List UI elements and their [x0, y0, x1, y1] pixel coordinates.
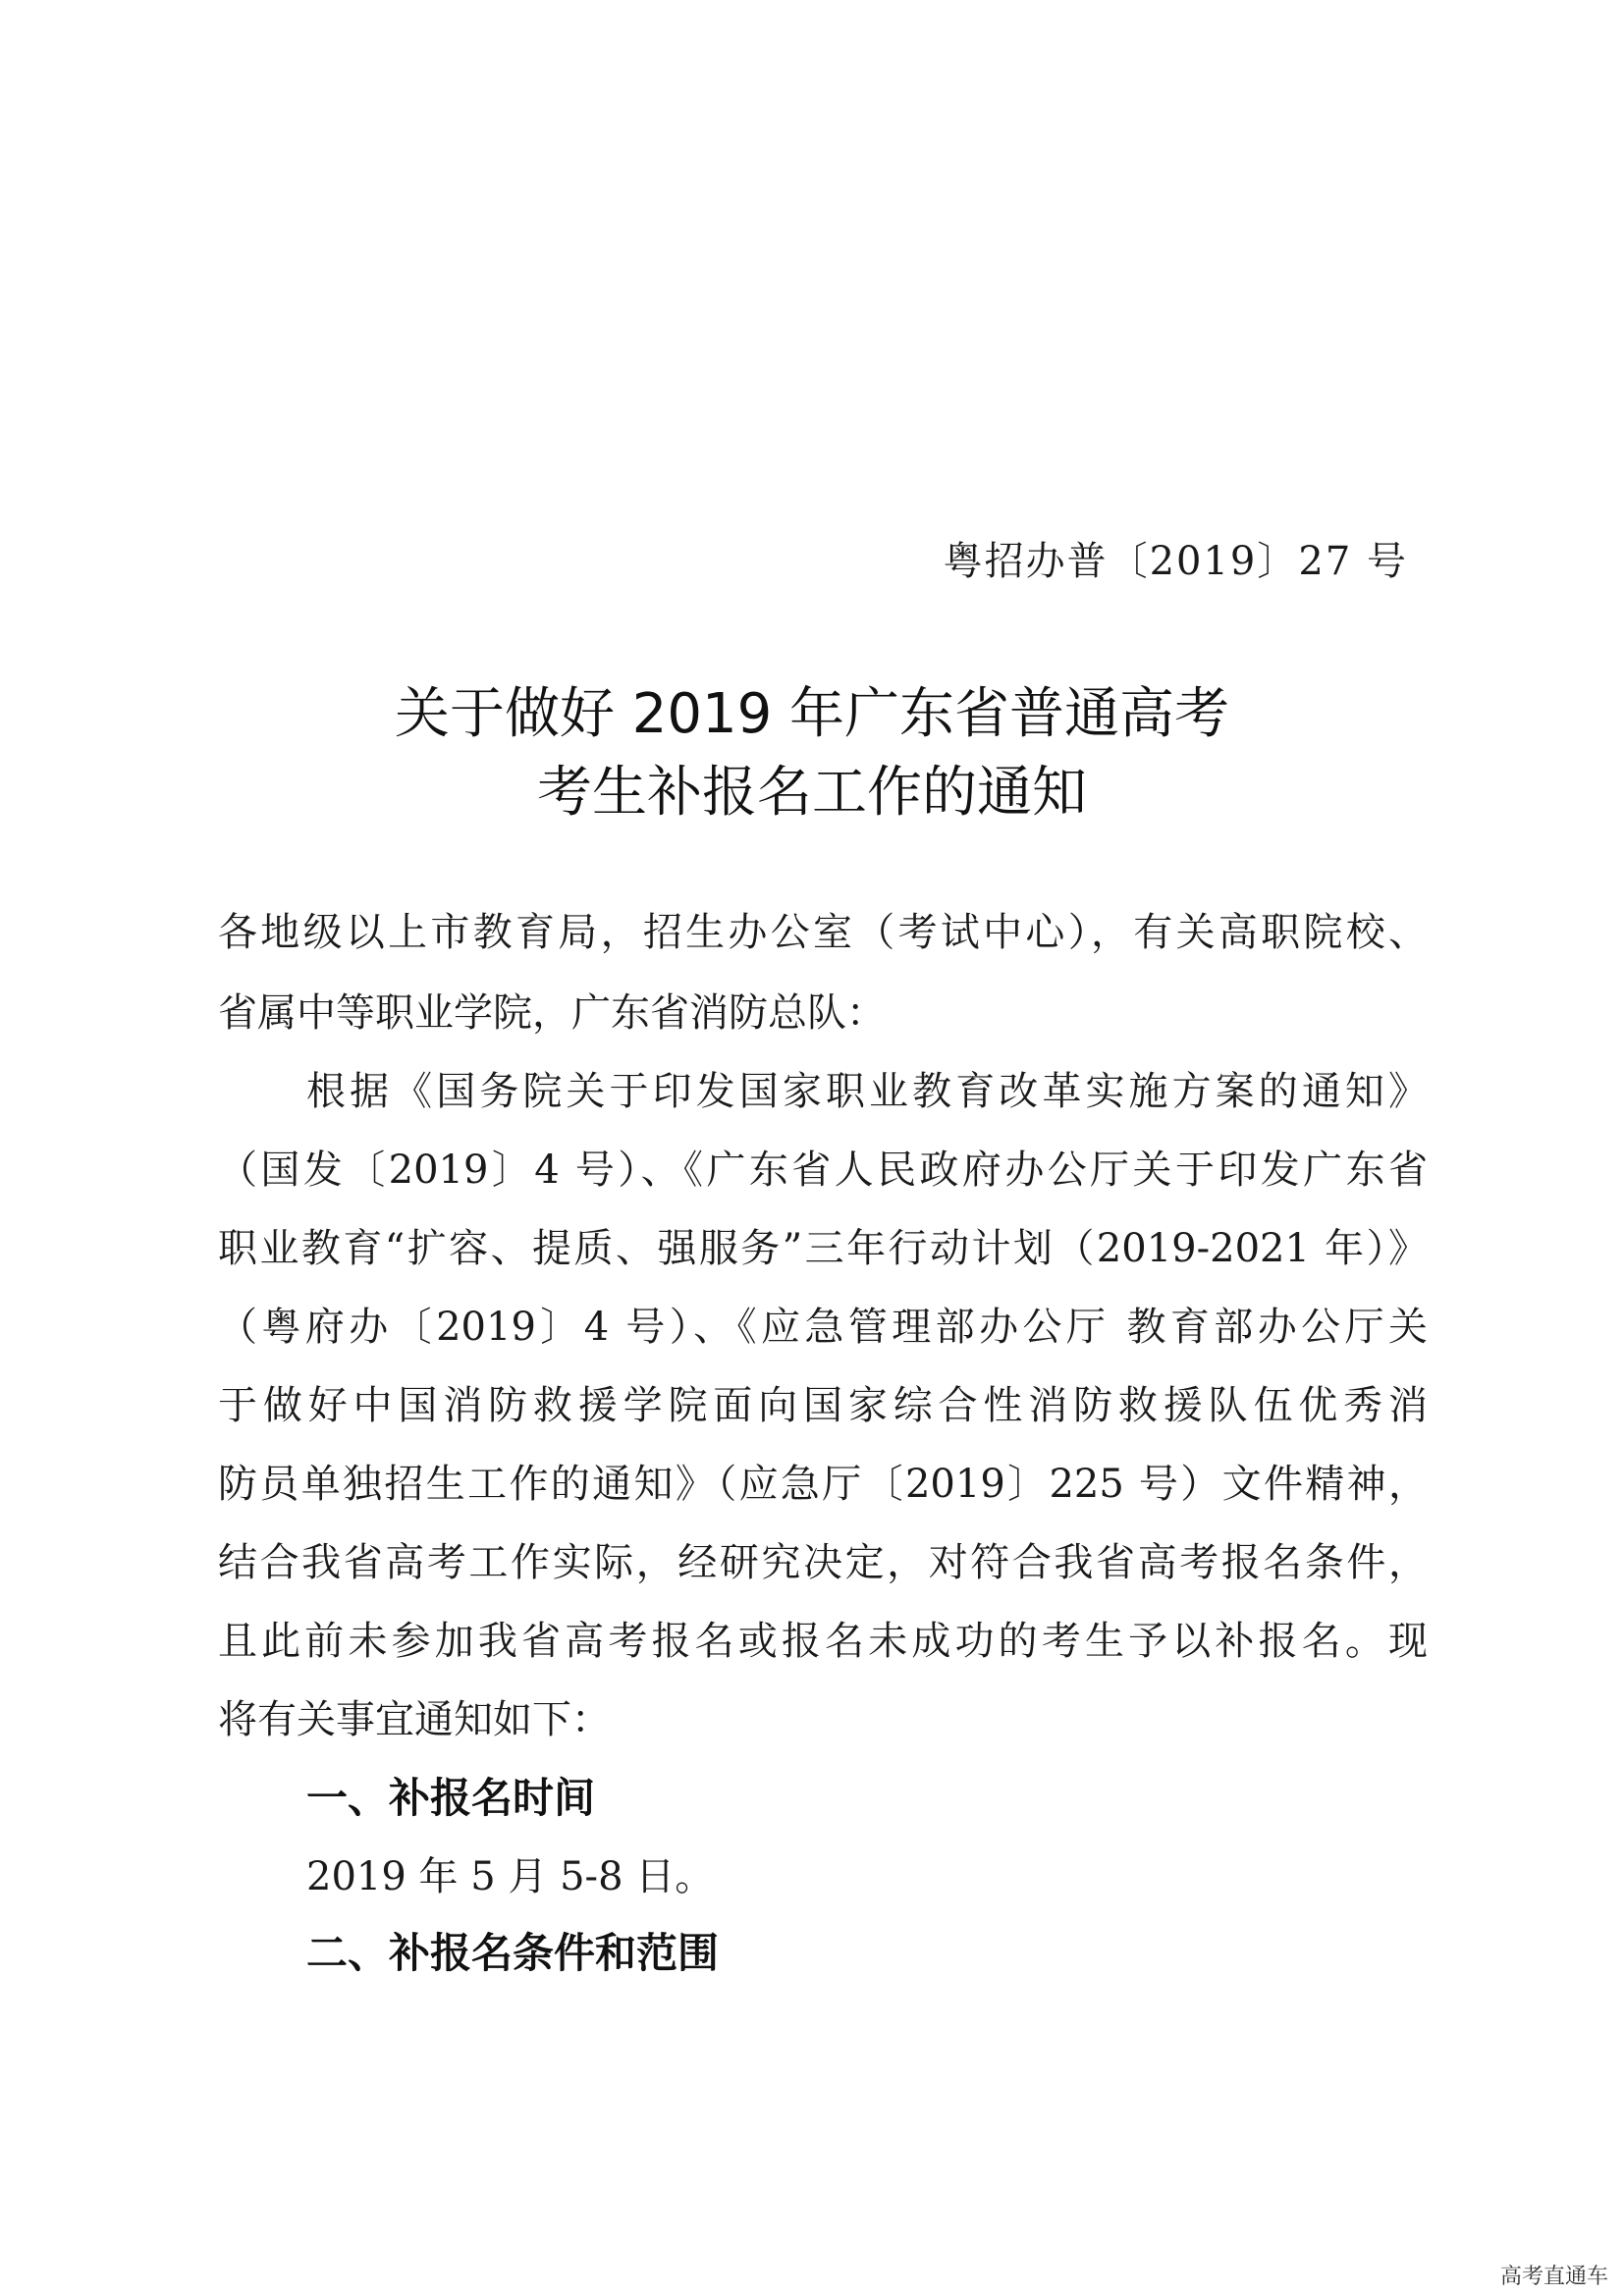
body-line-3: 职业教育“扩容、提质、强服务”三年行动计划（2019-2021 年）》 [218, 1226, 1428, 1271]
section-1-heading: 一、补报名时间 [306, 1774, 596, 1822]
body-line-4: （粤府办〔2019〕4 号）、《应急管理部办公厅 教育部办公厅关 [218, 1305, 1428, 1350]
addressee-line-1: 各地级以上市教育局，招生办公室（考试中心），有关高职院校、 [218, 910, 1428, 955]
body-line-6: 防员单独招生工作的通知》（应急厅〔2019〕225 号）文件精神， [218, 1462, 1428, 1507]
body-line-1: 根据《国务院关于印发国家职业教育改革实施方案的通知》 [306, 1069, 1428, 1114]
section-2-heading: 二、补报名条件和范围 [306, 1929, 720, 1977]
body-line-7: 结合我省高考工作实际，经研究决定，对符合我省高考报名条件， [218, 1540, 1428, 1585]
body-line-2: （国发〔2019〕4 号）、《广东省人民政府办公厅关于印发广东省 [218, 1148, 1428, 1193]
document-title-line-2: 考生补报名工作的通知 [537, 761, 1087, 825]
watermark: 高考直通车 [1499, 2265, 1608, 2289]
body-line-5: 于做好中国消防救援学院面向国家综合性消防救援队伍优秀消 [218, 1383, 1428, 1428]
body-line-8: 且此前未参加我省高考报名或报名未成功的考生予以补报名。现 [218, 1619, 1428, 1664]
document-number: 粤招办普〔2019〕27 号 [943, 539, 1408, 584]
section-1-text: 2019 年 5 月 5-8 日。 [306, 1854, 715, 1899]
addressee-line-2: 省属中等职业学院，广东省消防总队： [218, 990, 886, 1036]
document-title-line-1: 关于做好 2019 年广东省普通高考 [394, 682, 1230, 746]
body-line-9: 将有关事宜通知如下： [218, 1697, 611, 1742]
